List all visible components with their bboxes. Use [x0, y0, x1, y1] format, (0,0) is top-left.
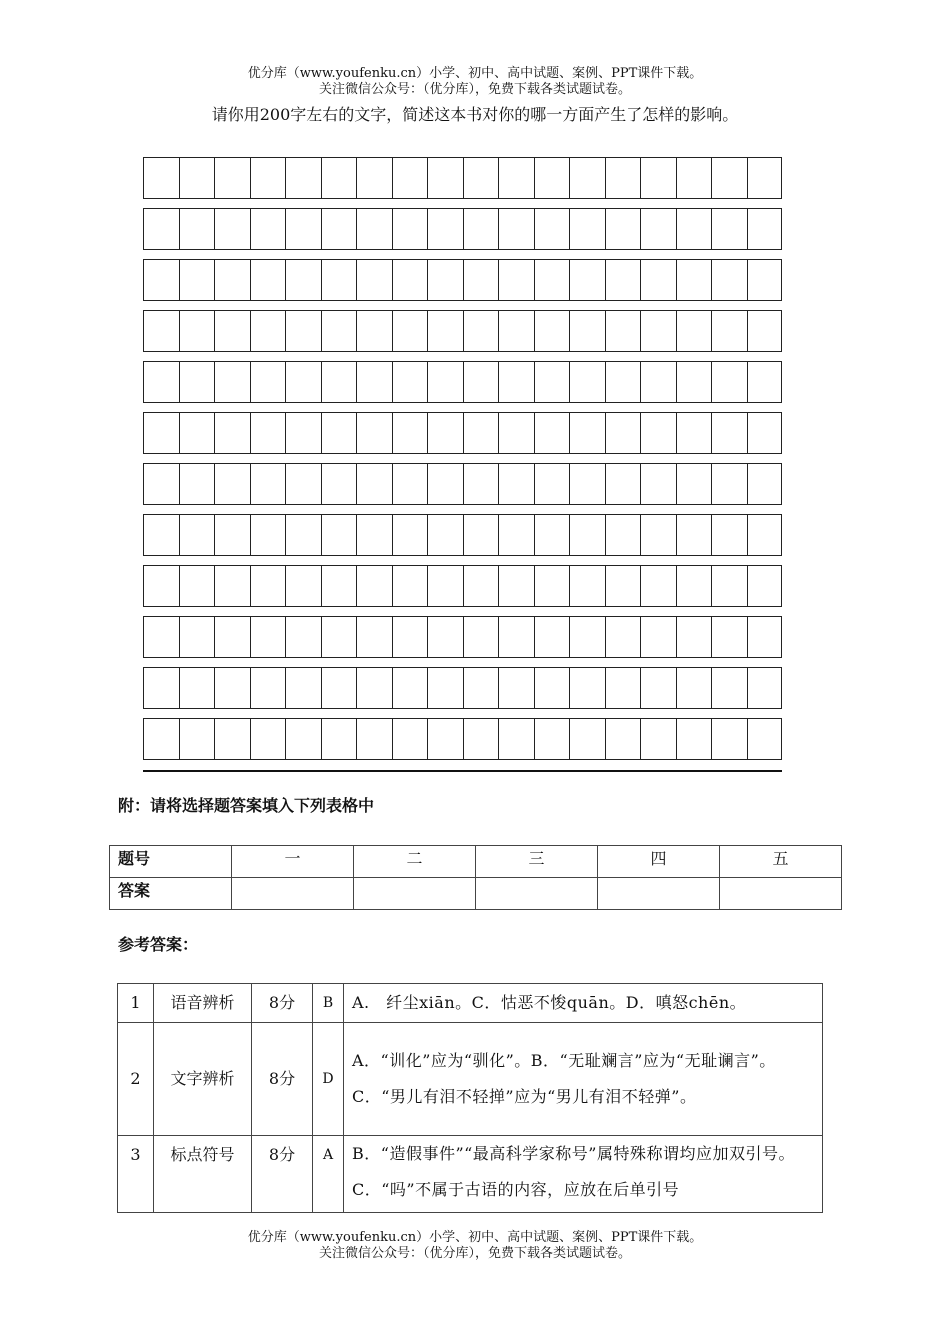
- answer-cell-5[interactable]: [720, 878, 842, 910]
- grid-cell[interactable]: [286, 464, 322, 504]
- grid-cell[interactable]: [428, 311, 464, 351]
- grid-cell[interactable]: [677, 566, 713, 606]
- grid-cell[interactable]: [535, 413, 571, 453]
- grid-cell[interactable]: [215, 515, 251, 555]
- column-5: 五: [720, 846, 842, 878]
- grid-row: [143, 463, 782, 505]
- grid-cell[interactable]: [144, 158, 180, 198]
- grid-cell[interactable]: [144, 209, 180, 249]
- grid-cell[interactable]: [357, 362, 393, 402]
- ref-number: 1: [118, 984, 154, 1023]
- grid-row: [143, 310, 782, 352]
- grid-cell[interactable]: [712, 209, 748, 249]
- grid-cell[interactable]: [180, 617, 216, 657]
- column-2: 二: [354, 846, 476, 878]
- grid-cell[interactable]: [464, 464, 500, 504]
- grid-cell[interactable]: [570, 668, 606, 708]
- grid-cell[interactable]: [144, 719, 180, 759]
- grid-row: [143, 259, 782, 301]
- grid-cell[interactable]: [499, 515, 535, 555]
- grid-cell[interactable]: [393, 209, 429, 249]
- grid-cell[interactable]: [393, 311, 429, 351]
- grid-cell[interactable]: [677, 464, 713, 504]
- grid-cell[interactable]: [428, 668, 464, 708]
- grid-cell[interactable]: [322, 566, 358, 606]
- table-row: [118, 1136, 823, 1213]
- grid-cell[interactable]: [144, 515, 180, 555]
- grid-cell[interactable]: [499, 566, 535, 606]
- grid-cell[interactable]: [712, 464, 748, 504]
- grid-cell[interactable]: [535, 260, 571, 300]
- grid-cell[interactable]: [606, 260, 642, 300]
- grid-cell[interactable]: [357, 311, 393, 351]
- grid-cell[interactable]: [357, 158, 393, 198]
- grid-cell[interactable]: [251, 260, 287, 300]
- grid-cell[interactable]: [357, 719, 393, 759]
- grid-cell[interactable]: [535, 158, 571, 198]
- grid-cell[interactable]: [286, 260, 322, 300]
- grid-cell[interactable]: [535, 209, 571, 249]
- grid-cell[interactable]: [180, 260, 216, 300]
- grid-cell[interactable]: [464, 617, 500, 657]
- grid-cell[interactable]: [606, 617, 642, 657]
- grid-cell[interactable]: [428, 362, 464, 402]
- grid-cell[interactable]: [606, 209, 642, 249]
- grid-cell[interactable]: [464, 209, 500, 249]
- grid-cell[interactable]: [712, 515, 748, 555]
- grid-cell[interactable]: [322, 311, 358, 351]
- ref-number: 3: [118, 1136, 154, 1213]
- answer-cell-3[interactable]: [476, 878, 598, 910]
- grid-cell[interactable]: [251, 311, 287, 351]
- grid-cell[interactable]: [606, 158, 642, 198]
- grid-cell[interactable]: [393, 566, 429, 606]
- grid-row: [143, 514, 782, 556]
- grid-cell[interactable]: [535, 311, 571, 351]
- grid-cell[interactable]: [641, 260, 677, 300]
- grid-cell[interactable]: [286, 617, 322, 657]
- grid-cell[interactable]: [180, 566, 216, 606]
- grid-cell[interactable]: [712, 413, 748, 453]
- grid-cell[interactable]: [535, 464, 571, 504]
- grid-cell[interactable]: [393, 617, 429, 657]
- grid-cell[interactable]: [712, 260, 748, 300]
- grid-cell[interactable]: [499, 464, 535, 504]
- ref-key: A: [313, 1136, 344, 1213]
- grid-cell[interactable]: [322, 464, 358, 504]
- page-header: [0, 66, 950, 98]
- grid-cell[interactable]: [251, 158, 287, 198]
- ref-category: 语音辨析: [154, 984, 252, 1023]
- grid-cell[interactable]: [322, 260, 358, 300]
- grid-cell[interactable]: [286, 515, 322, 555]
- grid-cell[interactable]: [322, 158, 358, 198]
- grid-cell[interactable]: [677, 617, 713, 657]
- grid-cell[interactable]: [677, 515, 713, 555]
- answer-cell-1[interactable]: [232, 878, 354, 910]
- footer-line-1: 优分库（www.youfenku.cn）小学、初中、高中试题、案例、PPT课件下载。: [247, 1230, 703, 1245]
- answer-table: [109, 845, 842, 910]
- grid-cell[interactable]: [641, 413, 677, 453]
- grid-cell[interactable]: [215, 566, 251, 606]
- grid-cell[interactable]: [677, 362, 713, 402]
- grid-cell[interactable]: [464, 362, 500, 402]
- grid-cell[interactable]: [641, 719, 677, 759]
- grid-cell[interactable]: [570, 209, 606, 249]
- grid-cell[interactable]: [180, 413, 216, 453]
- grid-cell[interactable]: [144, 413, 180, 453]
- grid-cell[interactable]: [428, 413, 464, 453]
- grid-cell[interactable]: [393, 158, 429, 198]
- grid-cell[interactable]: [428, 464, 464, 504]
- grid-cell[interactable]: [712, 719, 748, 759]
- grid-row: [143, 718, 782, 760]
- grid-cell[interactable]: [322, 515, 358, 555]
- grid-cell[interactable]: [641, 158, 677, 198]
- grid-cell[interactable]: [606, 719, 642, 759]
- grid-cell[interactable]: [570, 719, 606, 759]
- grid-cell[interactable]: [570, 311, 606, 351]
- grid-cell[interactable]: [251, 413, 287, 453]
- grid-cell[interactable]: [322, 719, 358, 759]
- grid-cell[interactable]: [712, 566, 748, 606]
- grid-cell[interactable]: [286, 158, 322, 198]
- grid-cell[interactable]: [180, 158, 216, 198]
- grid-cell[interactable]: [641, 668, 677, 708]
- grid-cell[interactable]: [180, 209, 216, 249]
- answer-cell-2[interactable]: [354, 878, 476, 910]
- grid-cell[interactable]: [215, 158, 251, 198]
- column-3: 三: [476, 846, 598, 878]
- grid-cell[interactable]: [357, 413, 393, 453]
- grid-cell[interactable]: [641, 311, 677, 351]
- grid-cell[interactable]: [215, 311, 251, 351]
- ref-explanation: A. 纤尘xiān。C．怙恶不悛quān。D．嗔怒chēn。: [344, 984, 823, 1023]
- answer-table-header-row: [110, 846, 842, 878]
- grid-cell[interactable]: [606, 566, 642, 606]
- grid-cell[interactable]: [641, 362, 677, 402]
- grid-cell[interactable]: [535, 515, 571, 555]
- grid-cell[interactable]: [286, 311, 322, 351]
- grid-cell[interactable]: [606, 362, 642, 402]
- grid-cell[interactable]: [286, 209, 322, 249]
- grid-cell[interactable]: [535, 566, 571, 606]
- grid-row: [143, 565, 782, 607]
- grid-cell[interactable]: [464, 311, 500, 351]
- grid-cell[interactable]: [712, 617, 748, 657]
- grid-cell[interactable]: [357, 260, 393, 300]
- grid-cell[interactable]: [144, 566, 180, 606]
- grid-cell[interactable]: [606, 515, 642, 555]
- grid-cell[interactable]: [251, 719, 287, 759]
- grid-cell[interactable]: [180, 668, 216, 708]
- grid-cell[interactable]: [712, 668, 748, 708]
- grid-cell[interactable]: [357, 668, 393, 708]
- grid-cell[interactable]: [180, 464, 216, 504]
- grid-cell[interactable]: [464, 668, 500, 708]
- grid-cell[interactable]: [393, 719, 429, 759]
- grid-cell[interactable]: [215, 464, 251, 504]
- grid-cell[interactable]: [180, 515, 216, 555]
- grid-row: [143, 157, 782, 199]
- grid-cell[interactable]: [570, 566, 606, 606]
- grid-cell[interactable]: [322, 209, 358, 249]
- grid-cell[interactable]: [570, 617, 606, 657]
- answer-table-answer-row: [110, 878, 842, 910]
- grid-cell[interactable]: [499, 719, 535, 759]
- grid-cell[interactable]: [677, 260, 713, 300]
- grid-cell[interactable]: [144, 260, 180, 300]
- grid-cell[interactable]: [712, 362, 748, 402]
- grid-cell[interactable]: [499, 260, 535, 300]
- grid-row: [143, 208, 782, 250]
- column-4: 四: [598, 846, 720, 878]
- grid-cell[interactable]: [677, 719, 713, 759]
- grid-cell[interactable]: [428, 515, 464, 555]
- grid-cell[interactable]: [712, 158, 748, 198]
- grid-cell[interactable]: [570, 158, 606, 198]
- ref-points: 8分: [252, 1023, 313, 1136]
- grid-row: [143, 616, 782, 658]
- grid-cell[interactable]: [535, 719, 571, 759]
- grid-cell[interactable]: [499, 158, 535, 198]
- reference-answers-title: 参考答案：: [118, 935, 199, 954]
- grid-cell[interactable]: [357, 209, 393, 249]
- grid-cell[interactable]: [499, 209, 535, 249]
- composition-grid: [143, 157, 782, 774]
- grid-cell[interactable]: [215, 719, 251, 759]
- grid-cell[interactable]: [251, 209, 287, 249]
- table-row: [118, 984, 823, 1023]
- grid-cell[interactable]: [286, 719, 322, 759]
- grid-cell[interactable]: [570, 260, 606, 300]
- grid-cell[interactable]: [322, 617, 358, 657]
- grid-cell[interactable]: [677, 209, 713, 249]
- grid-cell[interactable]: [428, 719, 464, 759]
- grid-cell[interactable]: [677, 668, 713, 708]
- page-footer: [0, 1230, 950, 1262]
- grid-row: [143, 667, 782, 709]
- grid-cell[interactable]: [535, 362, 571, 402]
- grid-cell[interactable]: [570, 464, 606, 504]
- grid-cell[interactable]: [357, 566, 393, 606]
- grid-cell[interactable]: [251, 515, 287, 555]
- ref-points: 8分: [252, 984, 313, 1023]
- grid-cell[interactable]: [215, 260, 251, 300]
- grid-cell[interactable]: [215, 668, 251, 708]
- grid-cell[interactable]: [428, 209, 464, 249]
- grid-cell[interactable]: [499, 617, 535, 657]
- ref-points: 8分: [252, 1136, 313, 1213]
- grid-cell[interactable]: [499, 311, 535, 351]
- grid-cell[interactable]: [144, 668, 180, 708]
- grid-cell[interactable]: [641, 566, 677, 606]
- grid-cell[interactable]: [393, 362, 429, 402]
- grid-cell[interactable]: [393, 260, 429, 300]
- grid-row: [143, 412, 782, 454]
- grid-cell[interactable]: [641, 617, 677, 657]
- grid-cell[interactable]: [215, 617, 251, 657]
- grid-cell[interactable]: [641, 209, 677, 249]
- grid-cell[interactable]: [286, 413, 322, 453]
- grid-cell[interactable]: [464, 719, 500, 759]
- ref-key: B: [313, 984, 344, 1023]
- grid-cell[interactable]: [428, 158, 464, 198]
- grid-cell[interactable]: [251, 362, 287, 402]
- grid-cell[interactable]: [180, 719, 216, 759]
- grid-cell[interactable]: [180, 311, 216, 351]
- grid-cell[interactable]: [570, 413, 606, 453]
- grid-cell[interactable]: [251, 617, 287, 657]
- question-number-label: 题号: [110, 846, 232, 878]
- grid-cell[interactable]: [251, 668, 287, 708]
- grid-cell[interactable]: [144, 311, 180, 351]
- grid-cell[interactable]: [251, 464, 287, 504]
- ref-explanation: A．“训化”应为“驯化”。B．“无耻斓言”应为“无耻谰言”。C．“男儿有泪不轻掸”应为“男儿有泪不轻弹”。: [344, 1023, 823, 1136]
- grid-cell[interactable]: [641, 515, 677, 555]
- grid-cell[interactable]: [499, 413, 535, 453]
- grid-cell[interactable]: [215, 413, 251, 453]
- grid-cell[interactable]: [606, 464, 642, 504]
- grid-cell[interactable]: [322, 668, 358, 708]
- grid-cell[interactable]: [464, 515, 500, 555]
- ref-category: 标点符号: [154, 1136, 252, 1213]
- grid-cell[interactable]: [464, 158, 500, 198]
- grid-cell[interactable]: [428, 566, 464, 606]
- grid-cell[interactable]: [641, 464, 677, 504]
- footer-line-2: 关注微信公众号：（优分库），免费下载各类试题试卷。: [318, 1246, 631, 1261]
- grid-cell[interactable]: [322, 413, 358, 453]
- grid-cell[interactable]: [606, 413, 642, 453]
- grid-cell[interactable]: [357, 515, 393, 555]
- grid-cell[interactable]: [393, 668, 429, 708]
- header-line-1: 优分库（www.youfenku.cn）小学、初中、高中试题、案例、PPT课件下载。: [247, 66, 703, 81]
- grid-cell[interactable]: [144, 362, 180, 402]
- grid-cell[interactable]: [393, 413, 429, 453]
- grid-cell[interactable]: [428, 617, 464, 657]
- grid-cell[interactable]: [215, 209, 251, 249]
- grid-cell[interactable]: [677, 413, 713, 453]
- ref-number: 2: [118, 1023, 154, 1136]
- grid-cell[interactable]: [464, 566, 500, 606]
- grid-cell[interactable]: [570, 362, 606, 402]
- grid-cell[interactable]: [606, 311, 642, 351]
- grid-cell[interactable]: [464, 413, 500, 453]
- writing-prompt: 请你用200字左右的文字，简述这本书对你的哪一方面产生了怎样的影响。: [211, 105, 739, 124]
- grid-cell[interactable]: [393, 515, 429, 555]
- answer-label: 答案: [110, 878, 232, 910]
- ref-category: 文字辨析: [154, 1023, 252, 1136]
- grid-cell[interactable]: [144, 464, 180, 504]
- ref-explanation: B．“造假事件”“最高科学家称号”属特殊称谓均应加双引号。C．“吗”不属于古语的内容，应放在后单引号: [344, 1136, 823, 1213]
- grid-cell[interactable]: [570, 515, 606, 555]
- grid-cell[interactable]: [428, 260, 464, 300]
- answer-cell-4[interactable]: [598, 878, 720, 910]
- ref-key: D: [313, 1023, 344, 1136]
- annex-title: 附：请将选择题答案填入下列表格中: [118, 796, 375, 815]
- grid-cell[interactable]: [499, 668, 535, 708]
- grid-cell[interactable]: [322, 362, 358, 402]
- reference-answers-table: [117, 983, 823, 1213]
- grid-cell[interactable]: [286, 668, 322, 708]
- grid-bottom-rule: [143, 770, 782, 772]
- grid-cell[interactable]: [535, 617, 571, 657]
- grid-cell[interactable]: [393, 464, 429, 504]
- grid-cell[interactable]: [535, 668, 571, 708]
- grid-cell[interactable]: [286, 566, 322, 606]
- column-1: 一: [232, 846, 354, 878]
- grid-cell[interactable]: [464, 260, 500, 300]
- grid-cell[interactable]: [286, 362, 322, 402]
- grid-cell[interactable]: [677, 311, 713, 351]
- grid-cell[interactable]: [251, 566, 287, 606]
- grid-cell[interactable]: [144, 617, 180, 657]
- grid-cell[interactable]: [712, 311, 748, 351]
- grid-cell[interactable]: [677, 158, 713, 198]
- grid-cell[interactable]: [180, 362, 216, 402]
- grid-cell[interactable]: [606, 668, 642, 708]
- grid-cell[interactable]: [357, 464, 393, 504]
- grid-cell[interactable]: [499, 362, 535, 402]
- table-row: [118, 1023, 823, 1136]
- grid-row: [143, 361, 782, 403]
- grid-cell[interactable]: [215, 362, 251, 402]
- header-line-2: 关注微信公众号：（优分库），免费下载各类试题试卷。: [318, 82, 631, 97]
- grid-cell[interactable]: [357, 617, 393, 657]
